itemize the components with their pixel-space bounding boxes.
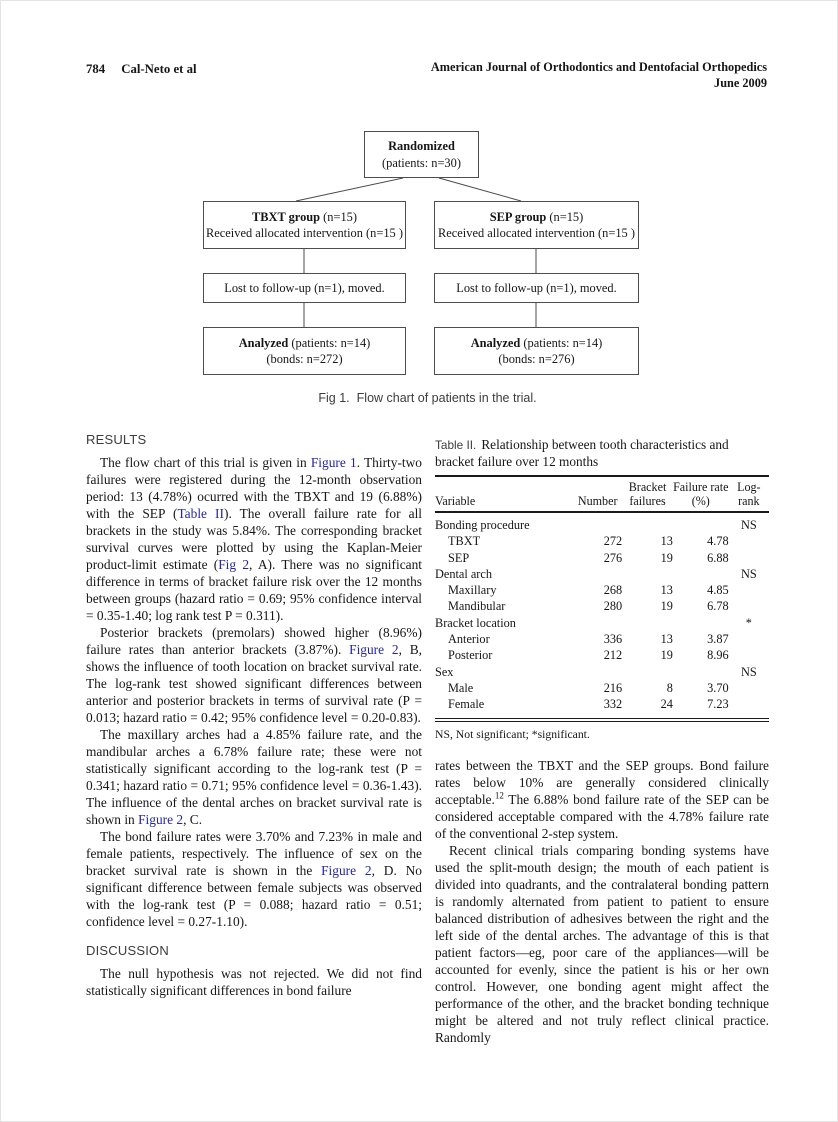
body-text: The maxillary arches had a 4.85% failure rate, and the mandibular arches a 6.78% failure rate; these were not statistically significant according to the log-rank test (P = 0.341; hazard ratio = 0.71; 95% confidence level = 0.36-1.43). The influence of the dental arches on bracket survival rate is shown in: [86, 727, 422, 827]
flowchart-box-lost-tbxt: [203, 273, 406, 303]
body-text: The 6.88% bond failure rate of the SEP can be considered acceptable compared with the 4.78% failure rate of the conventional 2-step system.: [435, 791, 769, 841]
col-header-variable: Variable: [435, 476, 573, 512]
table-row: SEP 276 19 6.88: [448, 550, 729, 565]
figure-1-flowchart: [201, 131, 641, 381]
results-paragraph: [86, 726, 422, 828]
body-text: The flow chart of this trial is given in: [100, 455, 311, 470]
table-2-caption: Relationship between tooth characteristics and bracket failure over 12 months: [435, 437, 729, 469]
table-row: Dental arch NS: [435, 566, 757, 581]
table-row: Mandibular 280 19 6.78: [448, 599, 729, 614]
tbxt-intervention: Received allocated intervention (n=15 ): [206, 226, 403, 240]
body-text: Posterior brackets (premolars) showed higher (8.96%) failure rates than anterior brackets (3.87%).: [86, 625, 422, 657]
table-2-title: [435, 437, 769, 470]
figure-1-caption-text: Flow chart of patients in the trial.: [356, 391, 537, 405]
tbxt-group-label: TBXT group: [251, 209, 321, 224]
table-2-footnote: NS, Not significant; *significant.: [435, 727, 590, 741]
table-row: Posterior 212 19 8.96: [448, 648, 729, 663]
citation-link[interactable]: Fig 2: [218, 557, 250, 572]
randomized-label: Randomized: [388, 139, 455, 154]
discussion-paragraph: [86, 965, 422, 999]
table-row: Maxillary 268 13 4.85: [448, 583, 729, 598]
results-paragraph: [86, 828, 422, 930]
tbxt-group-n: (n=15): [320, 209, 357, 224]
table-row: Anterior 336 13 3.87: [448, 632, 729, 647]
table-row: TBXT 272 13 4.78: [448, 534, 729, 549]
discussion-paragraph: [435, 842, 769, 1046]
results-paragraph: [86, 624, 422, 726]
table-row: Male 216 8 3.70: [448, 680, 729, 695]
lost-sep-text: Lost to follow-up (n=1), moved.: [456, 280, 617, 295]
table-2-label: Table II.: [435, 438, 477, 452]
running-head-left: [86, 62, 197, 77]
body-text: . Thirty-two failures were registered during the 12-month observation period: 13 (4.78%) ocurred with the TBXT and 19 (6.88%) with the SEP (: [86, 455, 422, 521]
body-text: , C.: [183, 812, 203, 827]
body-text: , A). There was no significant difference in terms of bracket failure risk over the 12 months between groups (hazard ratio = 0.69; 95% confidence interval = 0.35-1.40; log rank test P = 0.311).: [86, 557, 423, 623]
discussion-heading: DISCUSSION: [86, 943, 169, 958]
journal-title: American Journal of Orthodontics and Dentofacial Orthopedics: [430, 60, 767, 74]
body-text: , D. No significant difference between female subjects was observed with the log-rank test (P = 0.088; hazard ratio = 0.51; confidence level = 0.27-1.10).: [86, 863, 423, 929]
body-text: , B, shows the influence of tooth location on bracket survival rate. The log-rank test showed significant differences between anterior and posterior brackets in terms of survival rate (P = 0.013; hazard ratio = 0.42; 95% confidence level = 0.20-0.83).: [86, 642, 422, 725]
sep-group-n: (n=15): [546, 209, 584, 224]
analyzed-sep-label: Analyzed: [470, 335, 521, 350]
body-text: The bond failure rates were 3.70% and 7.23% in male and female patients, respectively. The influence of sex on the bracket survival rate is shown in the: [86, 829, 422, 878]
results-paragraph: [86, 454, 422, 624]
journal-issue: June 2009: [714, 75, 767, 90]
table-header-row: [435, 476, 769, 512]
col-header-log-rank: Log-rank: [729, 476, 769, 512]
citation-link[interactable]: Table II: [177, 506, 224, 521]
body-text: The null hypothesis was not rejected. We did not find statistically significant differences in bond failure: [86, 966, 422, 998]
body-text: ). The overall failure rate for all brackets in the study was 5.84%. The corresponding bracket survival curves were plotted by using the Kaplan-Meier product-limit estimate (: [86, 506, 423, 572]
figure-1-caption-label: Fig 1.: [318, 391, 350, 405]
analyzed-tbxt-bonds: (bonds: n=272): [266, 352, 343, 366]
body-text: rates between the TBXT and the SEP groups. Bond failure rates below 10% are generally considered clinically acceptable.: [435, 757, 769, 807]
figure-1-caption: [86, 391, 769, 405]
left-column: [86, 432, 422, 999]
table-row: Bracket location *: [435, 615, 752, 630]
analyzed-sep-patients: (patients: n=14): [520, 335, 603, 350]
flowchart-box-analyzed-tbxt: [203, 327, 406, 375]
flowchart-box-sep-group: [434, 201, 639, 249]
table-2: [435, 475, 769, 722]
flowchart-box-tbxt-group: [203, 201, 406, 249]
discussion-paragraph: [435, 757, 769, 842]
citation-link[interactable]: Figure 2: [138, 812, 184, 827]
running-head-author: Cal-Neto et al: [121, 62, 197, 76]
body-text: Recent clinical trials comparing bonding systems have used the split-mouth design; the mouth of each patient is divided into quadrants, and the contralateral bonding pattern is randomly alternated from patient to patient to ensure balanced distribution of adhesives between the right and the left side of the dental arches. The advantage of this is that patient factors—eg, poor care of the appliances—will be accounted for evenly, since the patient is his or her own control. However, one bonding agent might affect the performance of the other, and the bracket bonding technique might be altered and not truly reflect clinical practice. Randomly: [435, 842, 769, 1045]
page-number: 784: [86, 62, 106, 76]
sep-group-label: SEP group: [489, 209, 547, 224]
citation-link[interactable]: Figure 2: [321, 863, 372, 878]
randomized-count: (patients: n=30): [382, 155, 461, 170]
analyzed-tbxt-label: Analyzed: [238, 335, 289, 350]
sep-intervention: Received allocated intervention (n=15 ): [438, 226, 635, 240]
flowchart-box-randomized: [364, 131, 479, 178]
lost-tbxt-text: Lost to follow-up (n=1), moved.: [224, 280, 385, 295]
analyzed-sep-bonds: (bonds: n=276): [498, 352, 575, 366]
table-row: Bonding procedure NS: [435, 518, 757, 532]
flowchart-box-analyzed-sep: [434, 327, 639, 375]
table-row: Female 332 24 7.23: [448, 697, 729, 712]
citation-link[interactable]: Figure 2: [349, 642, 399, 657]
running-head-right: [431, 60, 767, 91]
flowchart-box-lost-sep: [434, 273, 639, 303]
col-header-failure-rate: Failure rate (%): [673, 476, 729, 512]
col-header-bracket-failures: Bracket failures: [622, 476, 673, 512]
col-header-number: Number: [573, 476, 622, 512]
right-column: [435, 437, 769, 1046]
results-heading: RESULTS: [86, 432, 147, 447]
table-row: Sex NS: [435, 664, 757, 679]
reference-superscript: 12: [494, 790, 504, 801]
analyzed-tbxt-patients: (patients: n=14): [288, 335, 371, 350]
citation-link[interactable]: Figure 1: [310, 455, 357, 470]
